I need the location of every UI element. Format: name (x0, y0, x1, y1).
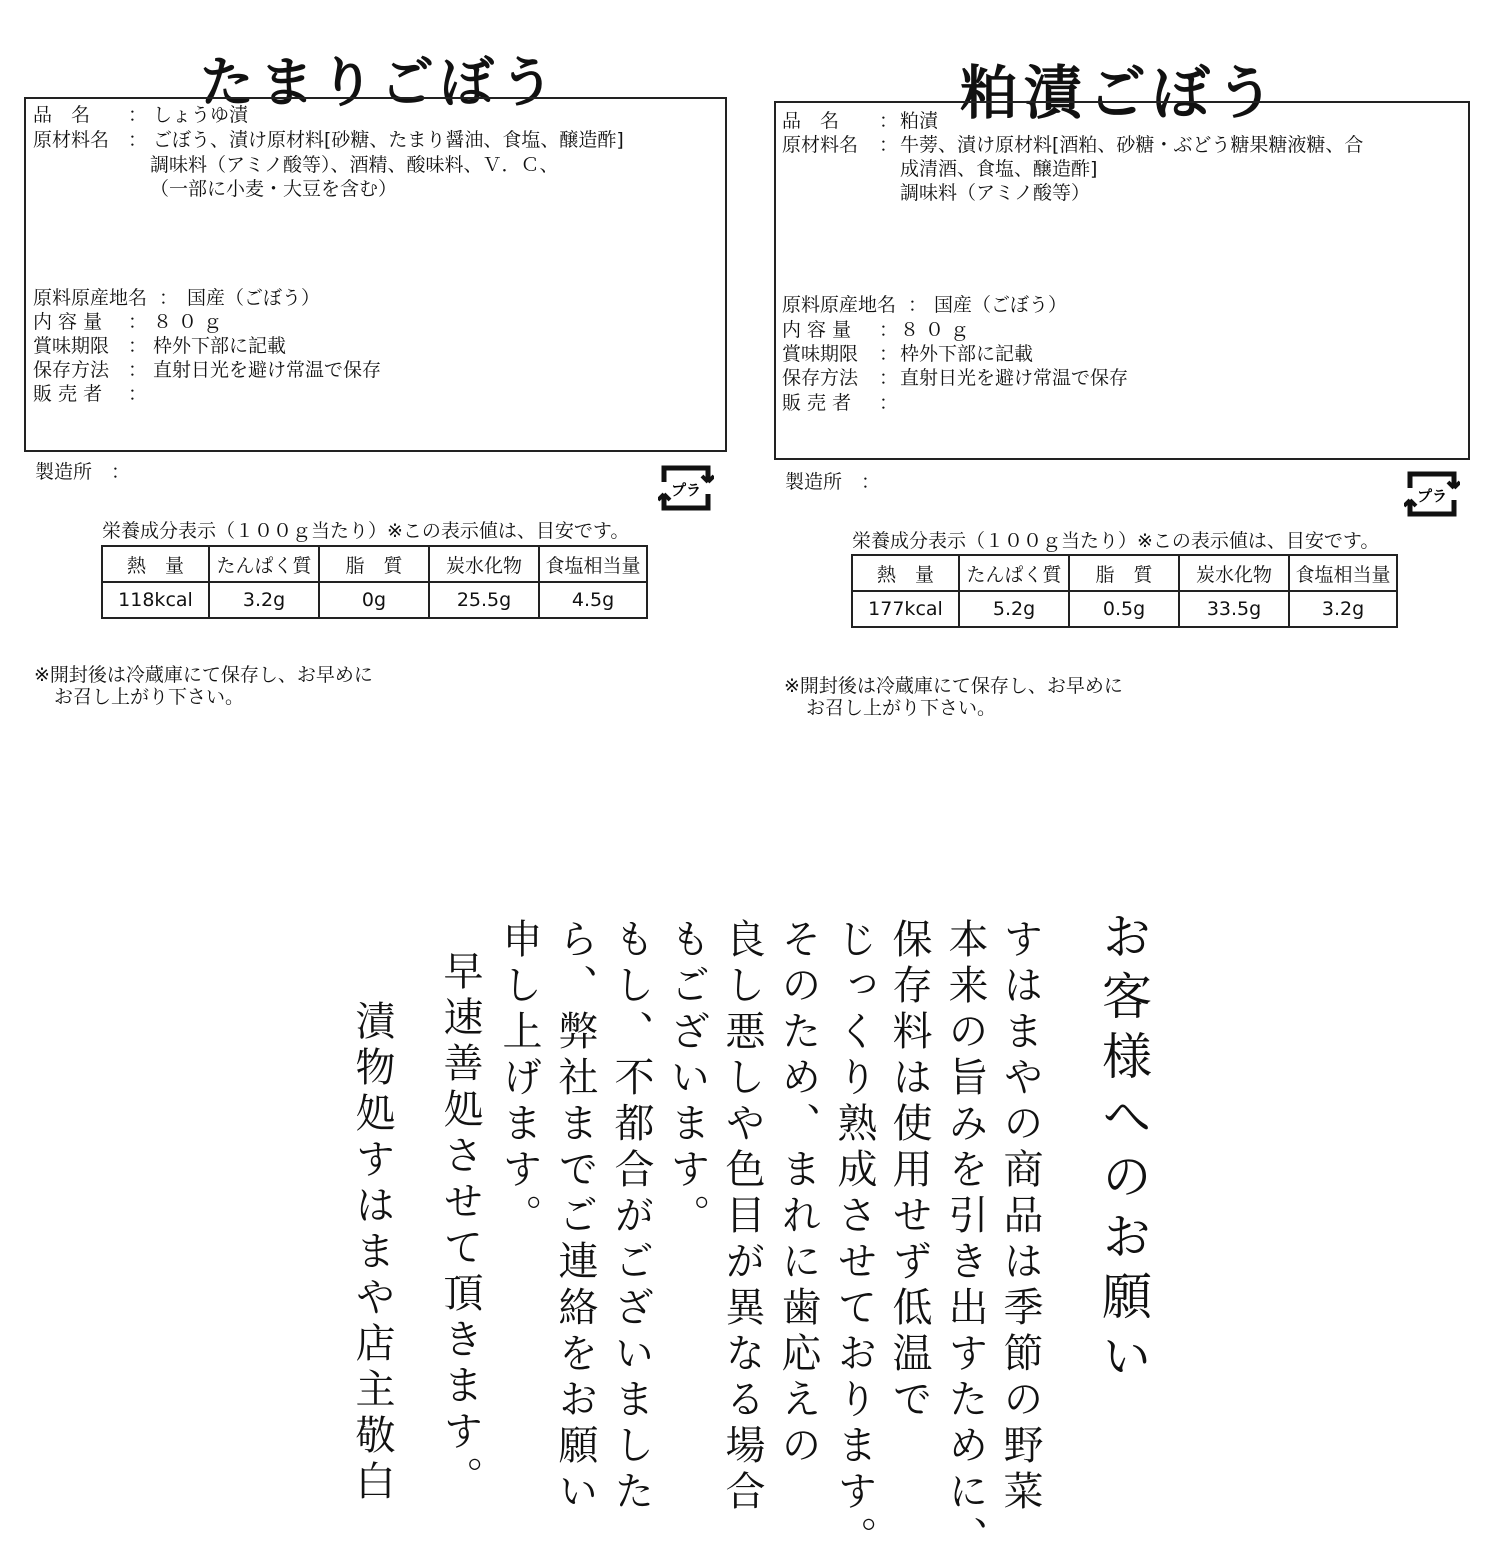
nutrition-header: 炭水化物 (1179, 555, 1289, 591)
product-title: たまりごぼう (200, 51, 560, 114)
spec-value: ごぼう、漬け原材料[砂糖、たまり醤油、食塩、醸造酢] (153, 129, 624, 151)
nutrition-value: 5.2g (959, 591, 1069, 627)
ingredients-continued: 成清酒、食塩、醸造酢] (900, 158, 1098, 180)
letter-line: 本来の旨みを引き出すために、 (942, 918, 988, 1562)
spec-key: 賞味期限 (33, 335, 110, 357)
spec-key: 品 名 (33, 104, 91, 126)
letter-line: 申し上げます。 (496, 918, 542, 1240)
manufacturer-label: 製造所 ： (785, 471, 881, 493)
recycle-mark-text: プラ (1416, 487, 1448, 505)
storage-note: ※開封後は冷蔵庫にて保存し、お早めに (784, 675, 1123, 697)
spec-row-ingredients: 原材料名 ： 牛蒡、漬け原材料[酒粕、砂糖・ぶどう糖果糖液糖、合 (782, 134, 1364, 156)
spec-key: 原材料名 (33, 129, 110, 151)
storage-note: ※開封後は冷蔵庫にて保存し、お早めに (34, 664, 373, 686)
nutrition-header: たんぱく質 (959, 555, 1069, 591)
spec-key: 販 売 者 (782, 392, 852, 414)
nutrition-table (851, 554, 1398, 628)
letter-line: じっくり熟成させております。 (831, 918, 877, 1562)
spec-key: 原料原産地名 (33, 287, 148, 309)
spec-value: ８０ｇ (153, 311, 229, 333)
spec-key: 内 容 量 (782, 319, 852, 341)
label-kasuzuke-gobo (0, 0, 1500, 740)
spec-value: 枠外下部に記載 (153, 335, 287, 357)
nutrition-value: 0.5g (1069, 591, 1179, 627)
spec-value: 枠外下部に記載 (900, 343, 1034, 365)
nutrition-header: 炭水化物 (429, 546, 539, 582)
nutrition-header: 脂 質 (1069, 555, 1179, 591)
letter-line: そのため、まれに歯応えの (775, 918, 821, 1470)
spec-row-expiry: 賞味期限 ： 枠外下部に記載 (782, 343, 1034, 365)
nutrition-value: 4.5g (539, 582, 647, 618)
letter-line: 良し悪しや色目が異なる場合 (719, 918, 765, 1516)
nutrition-value: 3.2g (1289, 591, 1397, 627)
spec-value: 国産（ごぼう） (187, 287, 321, 309)
nutrition-header-row (852, 555, 1397, 591)
spec-value: 粕漬 (900, 110, 939, 132)
letter-title: お客様へのお願い (1094, 910, 1152, 1390)
nutrition-value-row (852, 591, 1397, 627)
nutrition-header: 熱 量 (852, 555, 959, 591)
storage-note: お召し上がり下さい。 (806, 697, 997, 719)
nutrition-value: 25.5g (429, 582, 539, 618)
spec-value: ８０ｇ (900, 319, 976, 341)
nutrition-title: 栄養成分表示（１００ｇ当たり）※この表示値は、目安です。 (102, 520, 630, 542)
spec-row-storage: 保存方法 ： 直射日光を避け常温で保存 (782, 367, 1129, 389)
spec-row-volume: 内 容 量 ： ８０ｇ (33, 311, 229, 333)
nutrition-value: 3.2g (209, 582, 319, 618)
nutrition-value: 33.5g (1179, 591, 1289, 627)
pla-recycle-icon (1404, 466, 1460, 522)
spec-key: 賞味期限 (782, 343, 859, 365)
spec-row-expiry: 賞味期限 ： 枠外下部に記載 (33, 335, 287, 357)
ingredients-continued: 調味料（アミノ酸等） (900, 182, 1091, 204)
spec-row-volume: 内 容 量 ： ８０ｇ (782, 319, 976, 341)
nutrition-header: 脂 質 (319, 546, 429, 582)
spec-key: 保存方法 (33, 359, 110, 381)
letter-line: すはまやの商品は季節の野菜 (997, 918, 1043, 1516)
letter-line: もし、不都合がございました (608, 918, 654, 1516)
spec-row-ingredients: 原材料名 ： ごぼう、漬け原材料[砂糖、たまり醤油、食塩、醸造酢] (33, 129, 624, 151)
spec-row-storage: 保存方法 ： 直射日光を避け常温で保存 (33, 359, 382, 381)
spec-value: 直射日光を避け常温で保存 (900, 367, 1129, 389)
nutrition-value: 0g (319, 582, 429, 618)
spec-key: 販 売 者 (33, 383, 103, 405)
spec-value: 牛蒡、漬け原材料[酒粕、砂糖・ぶどう糖果糖液糖、合 (900, 134, 1364, 156)
nutrition-value: 177kcal (852, 591, 959, 627)
spec-row-origin: 原料原産地名 ： 国産（ごぼう） (33, 287, 321, 309)
spec-key: 品 名 (782, 110, 840, 132)
ingredients-continued: 調味料（アミノ酸等）、酒精、酸味料、Ｖ．Ｃ、 (150, 154, 559, 176)
nutrition-header: 熱 量 (102, 546, 209, 582)
spec-value: 国産（ごぼう） (934, 294, 1068, 316)
spec-row-name: 品 名 ： 粕漬 (782, 110, 939, 132)
spec-value: しょうゆ漬 (153, 104, 249, 126)
nutrition-header: 食塩相当量 (539, 546, 647, 582)
spec-row-seller: 販 売 者 ： (33, 383, 148, 405)
manufacturer-label: 製造所 ： (35, 461, 131, 483)
storage-note: お召し上がり下さい。 (54, 686, 245, 708)
spec-value: 直射日光を避け常温で保存 (153, 359, 382, 381)
spec-row-name: 品 名 ： しょうゆ漬 (33, 104, 249, 126)
letter-line: もございます。 (664, 918, 710, 1240)
spec-key: 原材料名 (782, 134, 859, 156)
nutrition-header: 食塩相当量 (1289, 555, 1397, 591)
ingredients-continued: （一部に小麦・大豆を含む） (150, 178, 398, 200)
recycle-mark-text: プラ (670, 481, 702, 499)
nutrition-value: 118kcal (102, 582, 209, 618)
spec-row-origin: 原料原産地名 ： 国産（ごぼう） (782, 294, 1068, 316)
product-title: 粕漬ごぼう (959, 59, 1280, 127)
letter-line: 保存料は使用せず低温で (886, 918, 932, 1424)
spec-key: 内 容 量 (33, 311, 103, 333)
letter-signature: 漬物処すはまや店主敬白 (349, 1000, 395, 1506)
letter-line: 早速善処させて頂きます。 (437, 950, 483, 1502)
letter-line: ら、弊社までご連絡をお願い (552, 918, 598, 1516)
spec-key: 原料原産地名 (782, 294, 897, 316)
spec-row-seller: 販 売 者 ： (782, 392, 899, 414)
spec-key: 保存方法 (782, 367, 859, 389)
nutrition-title: 栄養成分表示（１００ｇ当たり）※この表示値は、目安です。 (852, 530, 1380, 552)
nutrition-header: たんぱく質 (209, 546, 319, 582)
customer-request-letter (0, 880, 1500, 1562)
